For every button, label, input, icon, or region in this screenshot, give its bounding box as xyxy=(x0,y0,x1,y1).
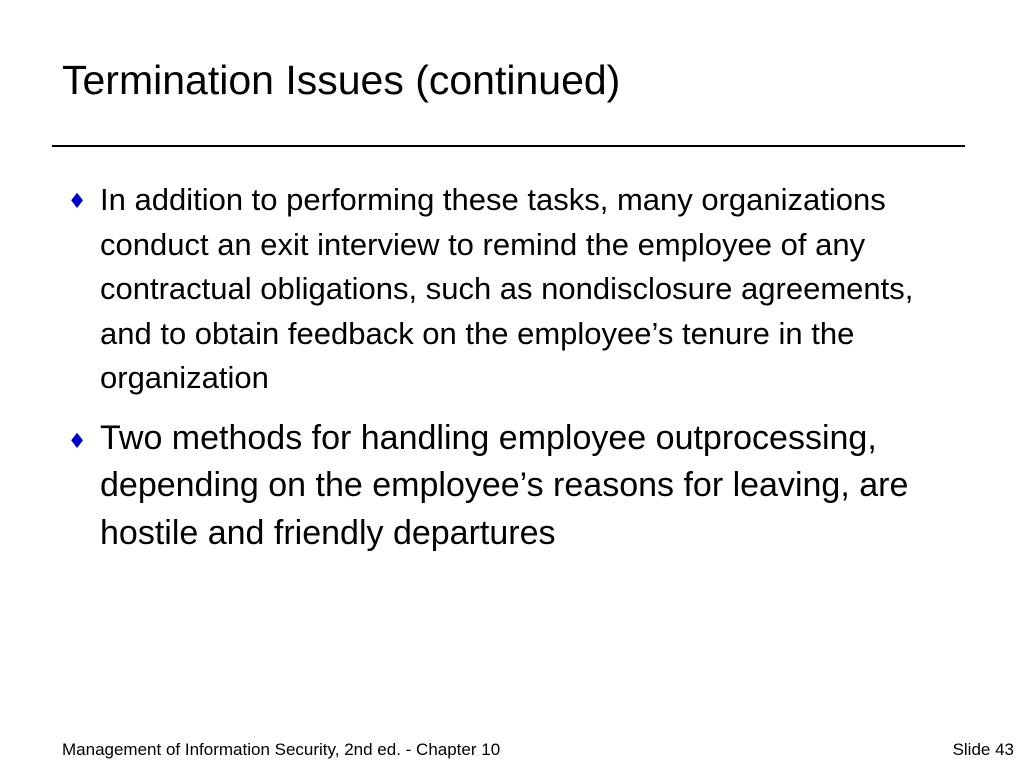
title-divider xyxy=(52,145,965,147)
slide-number: Slide 43 xyxy=(952,739,1014,759)
footer-source: Management of Information Security, 2nd ed. - Chapter 10 xyxy=(62,739,501,759)
bullet-text: In addition to performing these tasks, many organizations conduct an exit interview to remind the employee of any contractual obligations, such as nondisclosure agreements, and to obtain feedback on the employee’s tenure in the organization xyxy=(100,182,914,395)
bullet-item xyxy=(66,415,946,558)
bullet-list xyxy=(66,178,946,557)
bullet-item xyxy=(66,178,946,401)
diamond-bullet-icon: ♦ xyxy=(67,189,87,213)
diamond-bullet-icon: ♦ xyxy=(67,428,87,453)
bullet-text: Two methods for handling employee outprocessing, depending on the employee’s reasons for leaving, are hostile and friendly departures xyxy=(100,418,909,552)
slide-title: Termination Issues (continued) xyxy=(62,57,621,103)
